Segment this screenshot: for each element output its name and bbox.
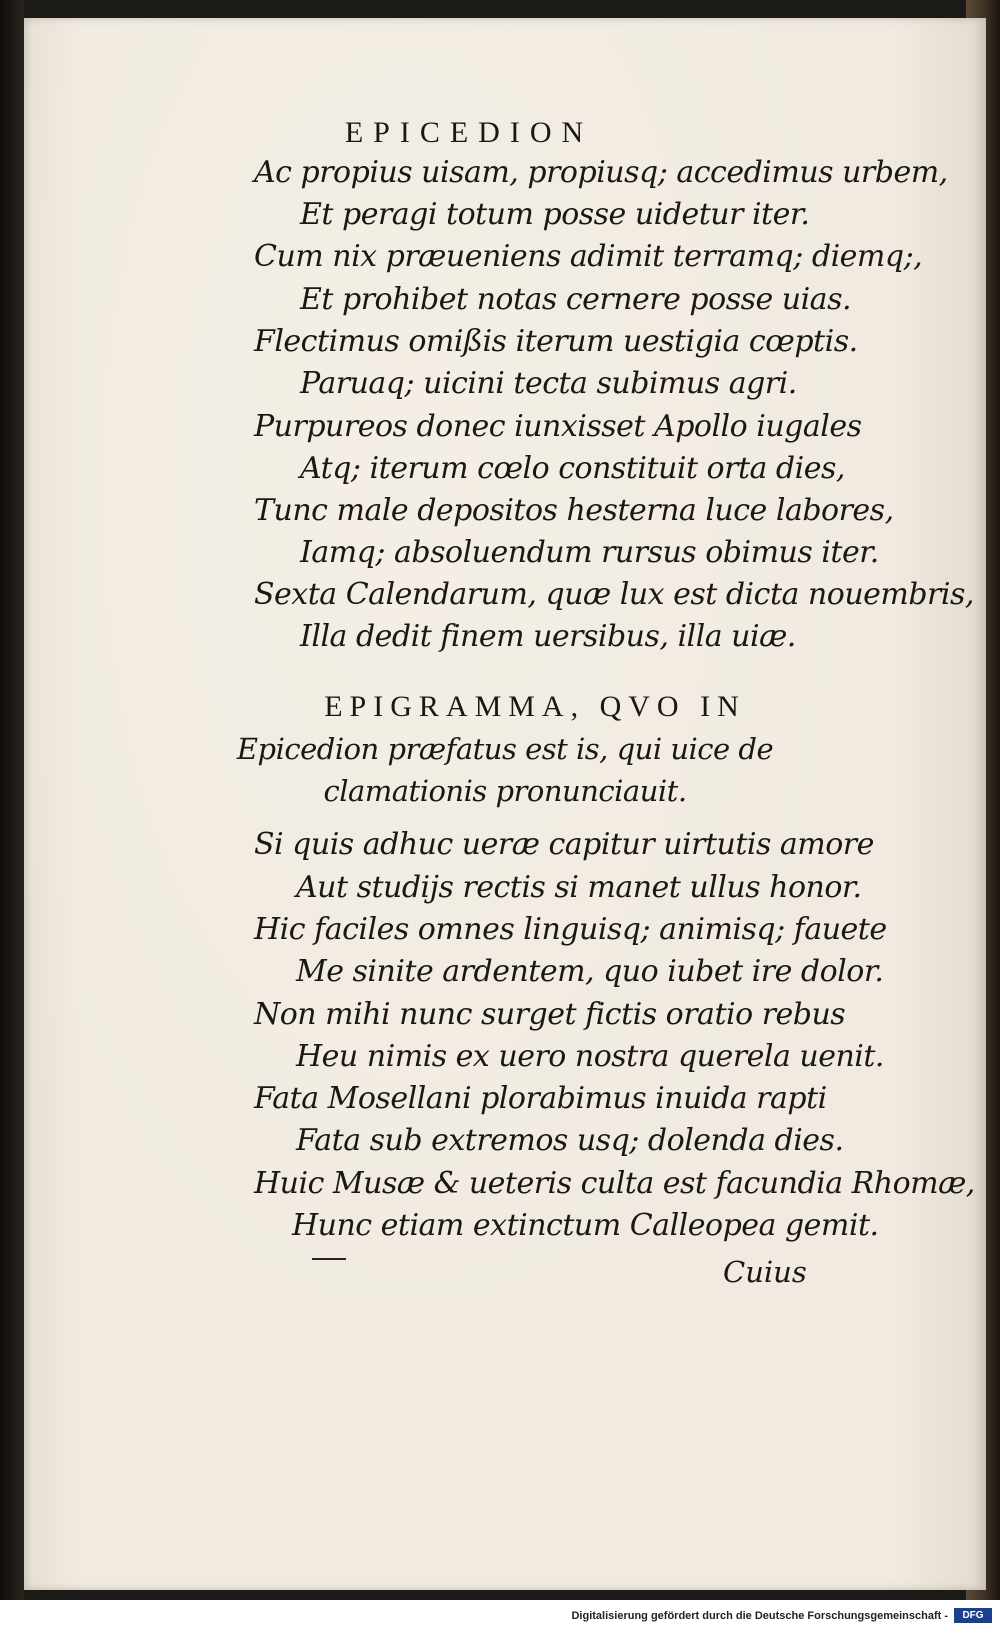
underline-mark [312,1258,346,1260]
verse-line: Aut studijs rectis si manet ullus honor. [296,870,862,905]
verse-line: Non mihi nunc surget fictis oratio rebus [254,997,846,1032]
verse-line: Fata sub extremos usq; dolenda dies. [296,1123,844,1158]
book-spine-left [0,0,24,1600]
verse-line: Hic faciles omnes linguisq; animisq; fauete [254,912,887,947]
dfg-logo: DFG [954,1608,992,1623]
verse-line: Fata Mosellani plorabimus inuida rapti [254,1081,827,1116]
verse-line: Illa dedit finem uersibus, illa uiæ. [300,619,796,654]
verse-line: Et prohibet notas cernere posse uias. [300,282,852,317]
verse-line: Purpureos donec iunxisset Apollo iugales [254,409,862,444]
verse-line: Et peragi totum posse uidetur iter. [300,197,810,232]
verse-line: Heu nimis ex uero nostra querela uenit. [296,1039,884,1074]
catchword: Cuius [723,1255,807,1289]
verse-line: Paruaq; uicini tecta subimus agri. [300,366,797,401]
verse-line: Atq; iterum cœlo constituit orta dies, [300,451,845,486]
funding-credit: Digitalisierung gefördert durch die Deutsche Forschungsgemeinschaft - [571,1610,948,1622]
book-page [24,18,986,1590]
verse-line: Me sinite ardentem, quo iubet ire dolor. [296,954,884,989]
verse-line: Huic Musæ & ueteris culta est facundia Rhomæ, [254,1166,975,1201]
verse-line: Si quis adhuc ueræ capitur uirtutis amore [254,827,874,862]
verse-line: Hunc etiam extinctum Calleopea gemit. [292,1208,879,1243]
verse-line: Tunc male depositos hesterna luce labores, [254,493,894,528]
verse-line: Cum nix præueniens adimit terramq; diemq;, [254,239,923,274]
verse-line: Ac propius uisam, propiusq; accedimus urbem, [254,155,948,190]
running-head: EPICEDION [344,116,594,149]
section-subheading-line: clamationis pronunciauit. [323,774,687,808]
verse-line: Flectimus omißis iterum uestigia cœptis. [254,324,858,359]
section-subheading-line: Epicedion præfatus est is, qui uice de [236,732,774,766]
verse-line: Sexta Calendarum, quæ lux est dicta nouembris, [254,577,974,612]
verse-line: Iamq; absoluendum rursus obimus iter. [300,535,879,570]
digitization-footer [0,1600,1000,1633]
section-heading: EPIGRAMMA, QVO IN [324,690,746,723]
